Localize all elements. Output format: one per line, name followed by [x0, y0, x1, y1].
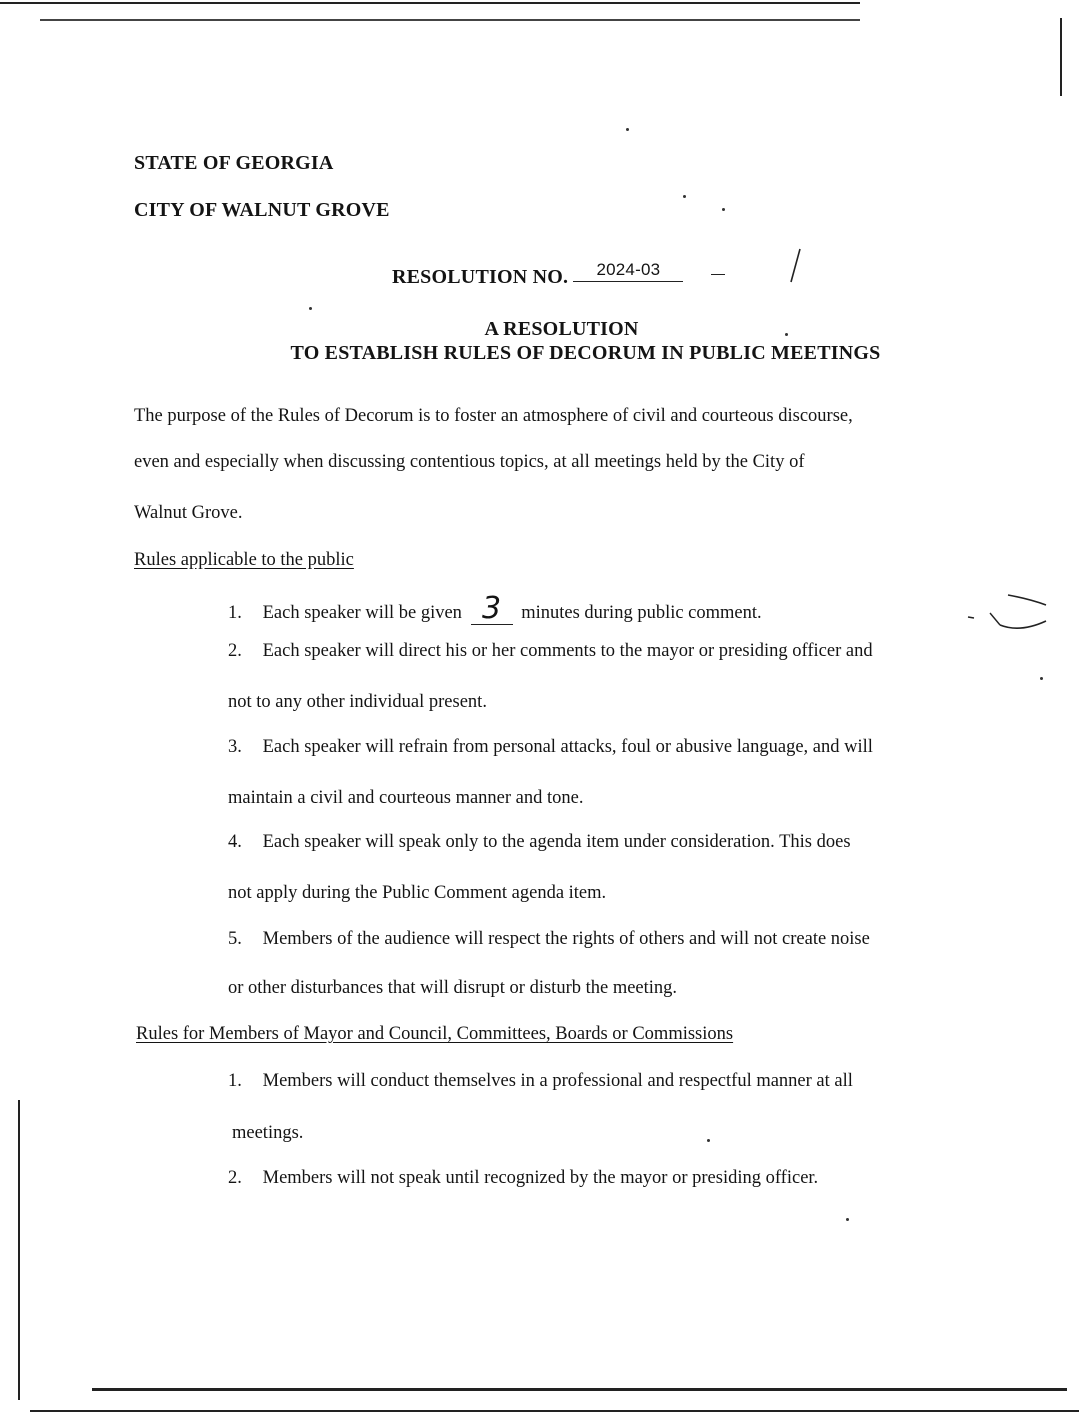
scan-speck	[707, 1139, 710, 1142]
list-number: 4.	[228, 832, 242, 852]
public-rule-3	[228, 737, 873, 758]
rule-text: Each speaker will speak only to the agenda item under consideration. This does	[262, 832, 851, 852]
rule-continuation: not apply during the Public Comment agenda item.	[228, 883, 607, 903]
resolution-number-blank	[573, 258, 683, 282]
scan-bottom-rule	[92, 1388, 1067, 1391]
scan-right-edge	[1060, 18, 1062, 96]
resolution-title	[0, 318, 1079, 365]
purpose-line: Walnut Grove.	[134, 503, 243, 523]
list-number: 2.	[228, 1168, 242, 1188]
public-rule-4	[228, 832, 851, 853]
scan-speck	[309, 307, 312, 310]
scan-speck	[683, 195, 686, 198]
public-rule-2	[228, 641, 873, 662]
scan-top-rule	[0, 2, 860, 4]
list-number: 3.	[228, 737, 242, 757]
list-number: 2.	[228, 641, 242, 661]
rule-text: Each speaker will direct his or her comments to the mayor or presiding officer and	[262, 641, 873, 661]
resolution-title-line1: A RESOLUTION	[484, 318, 639, 340]
resolution-label: RESOLUTION NO.	[392, 266, 569, 288]
list-number: 5.	[228, 929, 242, 949]
public-rule-1	[228, 591, 762, 626]
minutes-blank	[471, 591, 513, 626]
scan-speck	[626, 128, 629, 131]
scan-left-edge	[18, 1100, 20, 1400]
member-rule-2	[228, 1168, 818, 1189]
scan-speck	[846, 1218, 849, 1221]
rule-continuation: meetings.	[232, 1123, 304, 1143]
city-heading: CITY OF WALNUT GROVE	[134, 199, 390, 221]
purpose-line: The purpose of the Rules of Decorum is to foster an atmosphere of civil and courteous discourse,	[134, 406, 853, 426]
list-number: 1.	[228, 1071, 242, 1091]
scan-speck	[722, 208, 725, 211]
rule-text: Members will not speak until recognized by the mayor or presiding officer.	[262, 1168, 819, 1188]
rule-text: Each speaker will be given	[262, 603, 462, 623]
resolution-number: 2024-03	[596, 260, 661, 279]
resolution-number-line	[392, 260, 725, 290]
member-rule-1	[228, 1071, 853, 1092]
margin-pen-marks	[960, 585, 1060, 655]
rule-text: Members will conduct themselves in a professional and respectful manner at all	[262, 1071, 853, 1091]
resolution-number-tail	[711, 274, 725, 275]
public-rule-5	[228, 929, 870, 950]
scan-speck	[1040, 677, 1043, 680]
scan-top-rule-2	[40, 19, 860, 21]
rule-text: Members of the audience will respect the rights of others and will not create noise	[262, 929, 870, 949]
resolution-title-line2: TO ESTABLISH RULES OF DECORUM IN PUBLIC MEETINGS	[290, 342, 881, 364]
rule-text: minutes during public comment.	[521, 603, 762, 623]
rule-continuation: maintain a civil and courteous manner and tone.	[228, 788, 584, 808]
pen-slash-mark	[786, 246, 806, 286]
rule-text: Each speaker will refrain from personal attacks, foul or abusive language, and will	[262, 737, 873, 757]
public-rules-heading: Rules applicable to the public	[134, 550, 354, 570]
rule-continuation: not to any other individual present.	[228, 692, 487, 712]
state-heading: STATE OF GEORGIA	[134, 152, 334, 174]
minutes-handwritten: 3	[482, 591, 502, 626]
purpose-line: even and especially when discussing contentious topics, at all meetings held by the City of	[134, 452, 805, 472]
rule-continuation: or other disturbances that will disrupt or disturb the meeting.	[228, 978, 678, 998]
member-rules-heading: Rules for Members of Mayor and Council, Committees, Boards or Commissions	[136, 1024, 734, 1044]
list-number: 1.	[228, 603, 242, 623]
scan-bottom-rule-2	[30, 1410, 1079, 1412]
